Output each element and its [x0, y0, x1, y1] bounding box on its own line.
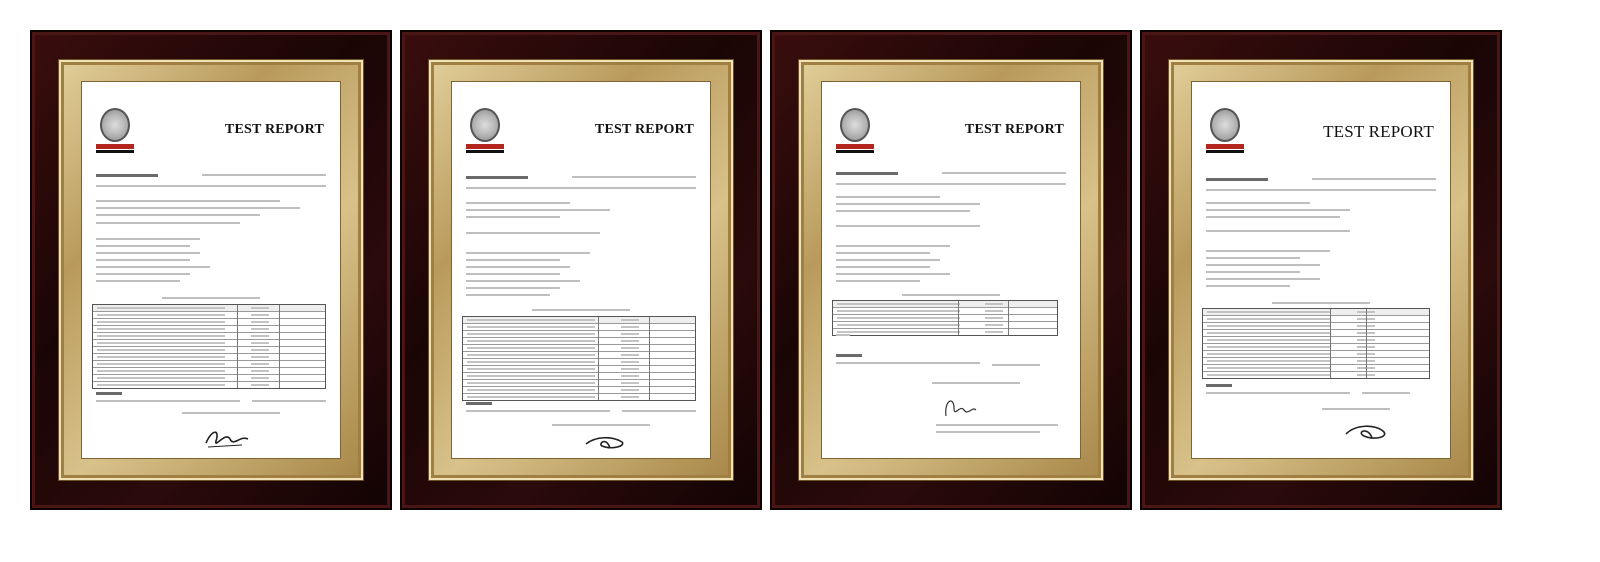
signature	[202, 427, 252, 451]
summary-table	[462, 316, 696, 401]
test-report-document	[821, 81, 1081, 459]
certificate-frame-2	[400, 30, 762, 510]
frame-mat	[798, 59, 1104, 481]
bureau-veritas-seal-icon	[100, 108, 130, 142]
certificate-frame-3	[770, 30, 1132, 510]
bureau-veritas-logo	[836, 108, 874, 153]
report-title: TEST REPORT	[964, 122, 1064, 137]
report-title: TEST REPORT	[224, 122, 324, 137]
report-title: TEST REPORT	[1323, 122, 1434, 141]
certificate-frame-4	[1140, 30, 1502, 510]
summary-table	[92, 304, 326, 389]
signature	[940, 394, 980, 422]
frame-mat	[428, 59, 734, 481]
test-report-document	[451, 81, 711, 459]
test-report-document	[81, 81, 341, 459]
bureau-veritas-logo	[466, 108, 504, 153]
report-title: TEST REPORT	[594, 122, 694, 137]
bureau-veritas-logo	[1206, 108, 1244, 153]
bureau-veritas-logo	[96, 108, 134, 153]
summary-table	[832, 300, 1058, 336]
bureau-veritas-seal-icon	[470, 108, 500, 142]
signature	[582, 432, 632, 454]
bureau-veritas-seal-icon	[840, 108, 870, 142]
frame-mat	[1168, 59, 1474, 481]
frame-mat	[58, 59, 364, 481]
test-report-document	[1191, 81, 1451, 459]
summary-table	[1202, 308, 1430, 379]
bureau-veritas-seal-icon	[1210, 108, 1240, 142]
certificate-frame-1	[30, 30, 392, 510]
signature	[1342, 422, 1390, 444]
